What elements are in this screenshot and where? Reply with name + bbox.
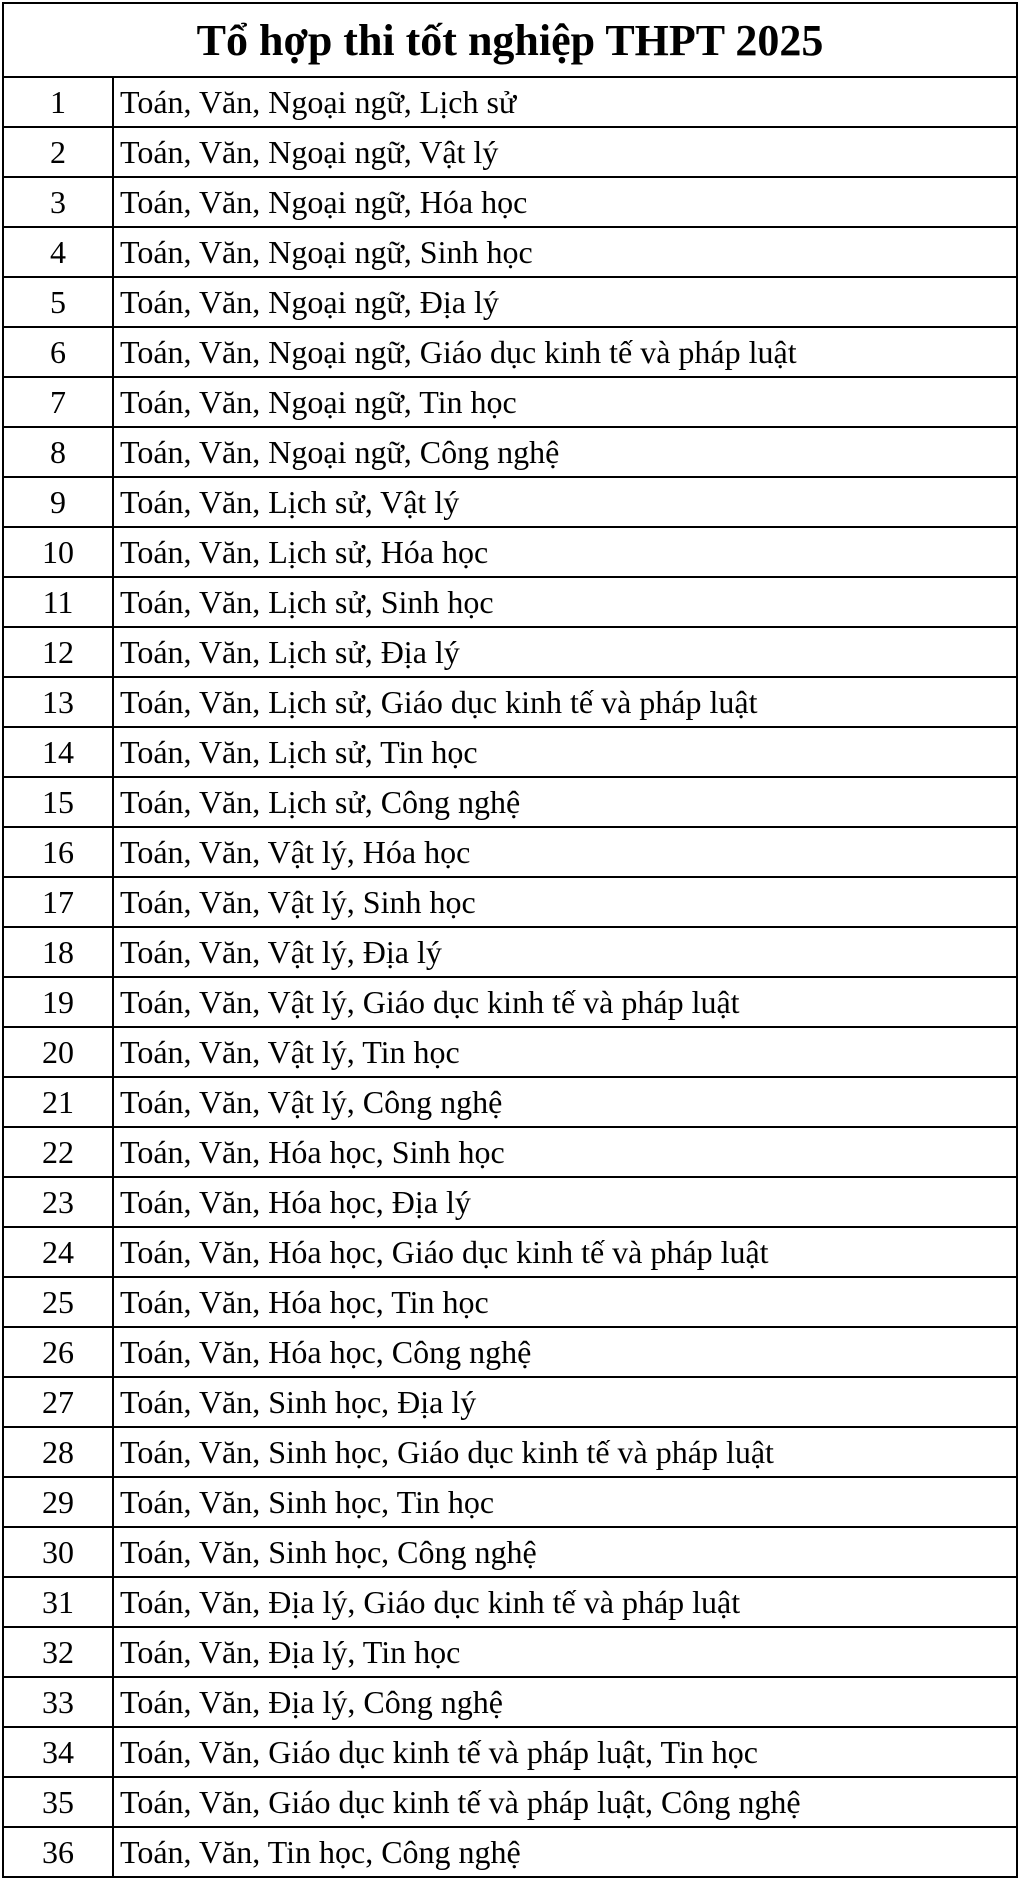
row-number: 5 (3, 277, 113, 327)
row-number: 7 (3, 377, 113, 427)
table-row (3, 477, 1017, 527)
row-subjects: Toán, Văn, Ngoại ngữ, Tin học (113, 377, 1017, 427)
row-subjects: Toán, Văn, Vật lý, Giáo dục kinh tế và pháp luật (113, 977, 1017, 1027)
row-number: 18 (3, 927, 113, 977)
table-row (3, 827, 1017, 877)
row-subjects: Toán, Văn, Lịch sử, Tin học (113, 727, 1017, 777)
row-subjects: Toán, Văn, Hóa học, Tin học (113, 1277, 1017, 1327)
table-row (3, 927, 1017, 977)
row-subjects: Toán, Văn, Tin học, Công nghệ (113, 1827, 1017, 1877)
row-subjects: Toán, Văn, Ngoại ngữ, Địa lý (113, 277, 1017, 327)
row-subjects: Toán, Văn, Vật lý, Sinh học (113, 877, 1017, 927)
row-subjects: Toán, Văn, Sinh học, Địa lý (113, 1377, 1017, 1427)
row-number: 11 (3, 577, 113, 627)
row-number: 20 (3, 1027, 113, 1077)
table-row (3, 1377, 1017, 1427)
table-row (3, 127, 1017, 177)
table-row (3, 227, 1017, 277)
table-row (3, 777, 1017, 827)
table-row (3, 1577, 1017, 1627)
row-number: 1 (3, 77, 113, 127)
table-row (3, 677, 1017, 727)
row-subjects: Toán, Văn, Lịch sử, Sinh học (113, 577, 1017, 627)
table-row (3, 727, 1017, 777)
row-subjects: Toán, Văn, Lịch sử, Hóa học (113, 527, 1017, 577)
row-number: 2 (3, 127, 113, 177)
table-row (3, 77, 1017, 127)
table-row (3, 1827, 1017, 1877)
table-row (3, 1077, 1017, 1127)
row-subjects: Toán, Văn, Hóa học, Công nghệ (113, 1327, 1017, 1377)
table-header-row (3, 3, 1017, 77)
table-row (3, 427, 1017, 477)
row-number: 29 (3, 1477, 113, 1527)
table-body (3, 77, 1017, 1877)
row-number: 15 (3, 777, 113, 827)
row-number: 25 (3, 1277, 113, 1327)
table-row (3, 177, 1017, 227)
row-number: 36 (3, 1827, 113, 1877)
row-subjects: Toán, Văn, Sinh học, Công nghệ (113, 1527, 1017, 1577)
table-row (3, 1327, 1017, 1377)
row-number: 9 (3, 477, 113, 527)
row-number: 26 (3, 1327, 113, 1377)
row-number: 22 (3, 1127, 113, 1177)
row-number: 31 (3, 1577, 113, 1627)
row-subjects: Toán, Văn, Hóa học, Địa lý (113, 1177, 1017, 1227)
row-number: 27 (3, 1377, 113, 1427)
table-row (3, 1727, 1017, 1777)
row-number: 12 (3, 627, 113, 677)
row-number: 6 (3, 327, 113, 377)
row-number: 4 (3, 227, 113, 277)
row-number: 28 (3, 1427, 113, 1477)
row-subjects: Toán, Văn, Lịch sử, Giáo dục kinh tế và pháp luật (113, 677, 1017, 727)
table-row (3, 1627, 1017, 1677)
row-number: 16 (3, 827, 113, 877)
combinations-table (2, 2, 1018, 1878)
row-subjects: Toán, Văn, Ngoại ngữ, Vật lý (113, 127, 1017, 177)
table-row (3, 327, 1017, 377)
row-subjects: Toán, Văn, Giáo dục kinh tế và pháp luật, Tin học (113, 1727, 1017, 1777)
row-subjects: Toán, Văn, Vật lý, Tin học (113, 1027, 1017, 1077)
row-subjects: Toán, Văn, Lịch sử, Công nghệ (113, 777, 1017, 827)
row-number: 8 (3, 427, 113, 477)
table-row (3, 977, 1017, 1027)
table-row (3, 1127, 1017, 1177)
row-subjects: Toán, Văn, Sinh học, Giáo dục kinh tế và pháp luật (113, 1427, 1017, 1477)
row-number: 19 (3, 977, 113, 1027)
table-row (3, 377, 1017, 427)
row-number: 14 (3, 727, 113, 777)
table-row (3, 1527, 1017, 1577)
table-row (3, 1277, 1017, 1327)
table-row (3, 1777, 1017, 1827)
table-row (3, 1177, 1017, 1227)
row-number: 13 (3, 677, 113, 727)
row-subjects: Toán, Văn, Địa lý, Công nghệ (113, 1677, 1017, 1727)
row-number: 33 (3, 1677, 113, 1727)
row-subjects: Toán, Văn, Vật lý, Hóa học (113, 827, 1017, 877)
row-subjects: Toán, Văn, Địa lý, Tin học (113, 1627, 1017, 1677)
row-subjects: Toán, Văn, Ngoại ngữ, Sinh học (113, 227, 1017, 277)
row-subjects: Toán, Văn, Ngoại ngữ, Hóa học (113, 177, 1017, 227)
row-subjects: Toán, Văn, Hóa học, Giáo dục kinh tế và pháp luật (113, 1227, 1017, 1277)
table-title: Tổ hợp thi tốt nghiệp THPT 2025 (3, 3, 1017, 77)
row-number: 3 (3, 177, 113, 227)
table-row (3, 1227, 1017, 1277)
table-row (3, 1027, 1017, 1077)
row-subjects: Toán, Văn, Ngoại ngữ, Lịch sử (113, 77, 1017, 127)
table-row (3, 877, 1017, 927)
row-number: 30 (3, 1527, 113, 1577)
row-subjects: Toán, Văn, Sinh học, Tin học (113, 1477, 1017, 1527)
row-subjects: Toán, Văn, Vật lý, Địa lý (113, 927, 1017, 977)
row-subjects: Toán, Văn, Lịch sử, Vật lý (113, 477, 1017, 527)
table-row (3, 1427, 1017, 1477)
row-subjects: Toán, Văn, Địa lý, Giáo dục kinh tế và pháp luật (113, 1577, 1017, 1627)
row-number: 34 (3, 1727, 113, 1777)
row-number: 23 (3, 1177, 113, 1227)
table-row (3, 627, 1017, 677)
table-row (3, 577, 1017, 627)
row-number: 10 (3, 527, 113, 577)
row-subjects: Toán, Văn, Vật lý, Công nghệ (113, 1077, 1017, 1127)
table-row (3, 1677, 1017, 1727)
row-subjects: Toán, Văn, Hóa học, Sinh học (113, 1127, 1017, 1177)
row-subjects: Toán, Văn, Ngoại ngữ, Giáo dục kinh tế và pháp luật (113, 327, 1017, 377)
row-number: 35 (3, 1777, 113, 1827)
row-number: 24 (3, 1227, 113, 1277)
row-subjects: Toán, Văn, Lịch sử, Địa lý (113, 627, 1017, 677)
row-subjects: Toán, Văn, Giáo dục kinh tế và pháp luật, Công nghệ (113, 1777, 1017, 1827)
row-number: 32 (3, 1627, 113, 1677)
row-subjects: Toán, Văn, Ngoại ngữ, Công nghệ (113, 427, 1017, 477)
table-row (3, 527, 1017, 577)
table-row (3, 277, 1017, 327)
table-row (3, 1477, 1017, 1527)
row-number: 21 (3, 1077, 113, 1127)
row-number: 17 (3, 877, 113, 927)
